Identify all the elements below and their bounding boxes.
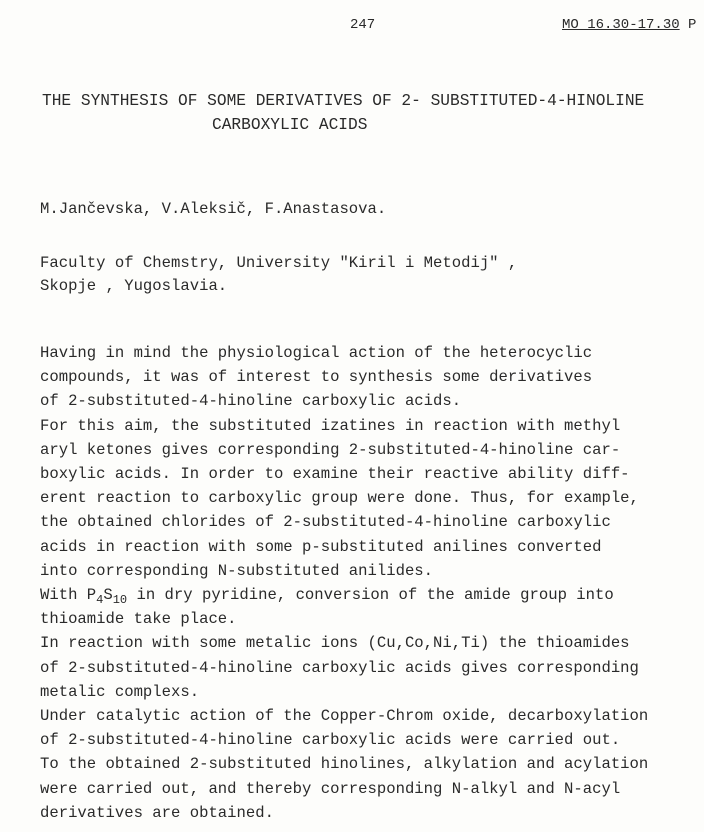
body-line: into corresponding N-substituted anilides. (40, 561, 434, 580)
body-line: were carried out, and thereby corresponding N-alkyl and N-acyl (40, 779, 621, 798)
formula-prefix: With P (40, 586, 97, 604)
body-line: aryl ketones gives corresponding 2-substituted-4-hinoline car- (40, 440, 621, 459)
formula-s: S (103, 586, 113, 604)
subscript-4: 4 (96, 593, 104, 607)
body-line: boxylic acids. In order to examine their reactive ability diff- (40, 465, 630, 483)
body-line: derivatives are obtained. (40, 803, 274, 822)
body-line: Having in mind the physiological action of the heterocyclic (40, 344, 593, 362)
body-line: of 2-substituted-4-hinoline carboxylic acids were carried out. (40, 731, 621, 750)
authors: M.Jančevska, V.Aleksič, F.Anastasova. (40, 200, 387, 218)
body-line: erent reaction to carboxylic group were done. Thus, for example, (40, 489, 639, 508)
session-letter: P (688, 17, 697, 33)
body-line: thioamide take place. (40, 610, 237, 629)
formula-suffix: in dry pyridine, conversion of the amide group into (127, 586, 614, 604)
session-time: MO 16.30-17.30 (562, 17, 680, 33)
body-line: acids in reaction with some p-substituted anilines converted (40, 537, 602, 556)
formula-line (40, 586, 614, 607)
body-line: For this aim, the substituted izatines in reaction with methyl (40, 416, 621, 435)
body-line: Under catalytic action of the Copper-Chrom oxide, decarboxylation (40, 707, 649, 725)
title-line-2: CARBOXYLIC ACIDS (212, 116, 368, 134)
session-code (562, 16, 696, 34)
body-line: In reaction with some metalic ions (Cu,Co,Ni,Ti) the thioamides (40, 634, 630, 653)
body-line: compounds, it was of interest to synthesis some derivatives (40, 368, 593, 387)
affiliation-line-2: Skopje , Yugoslavia. (40, 277, 228, 295)
body-line: the obtained chlorides of 2-substituted-4-hinoline carboxylic (40, 513, 611, 532)
title-line-1: THE SYNTHESIS OF SOME DERIVATIVES OF 2- SUBSTITUTED-4-HINOLINE (42, 92, 645, 110)
body-line: metalic complexs. (40, 682, 200, 701)
affiliation-line-1: Faculty of Chemstry, University "Kiril i Metodij" , (40, 254, 518, 272)
body-line: of 2-substituted-4-hinoline carboxylic acids. (40, 392, 462, 411)
body-line: of 2-substituted-4-hinoline carboxylic acids gives corresponding (40, 658, 639, 677)
body-line: To the obtained 2-substituted hinolines, alkylation and acylation (40, 755, 649, 774)
subscript-10: 10 (112, 593, 128, 607)
page-number: 247 (350, 17, 376, 33)
